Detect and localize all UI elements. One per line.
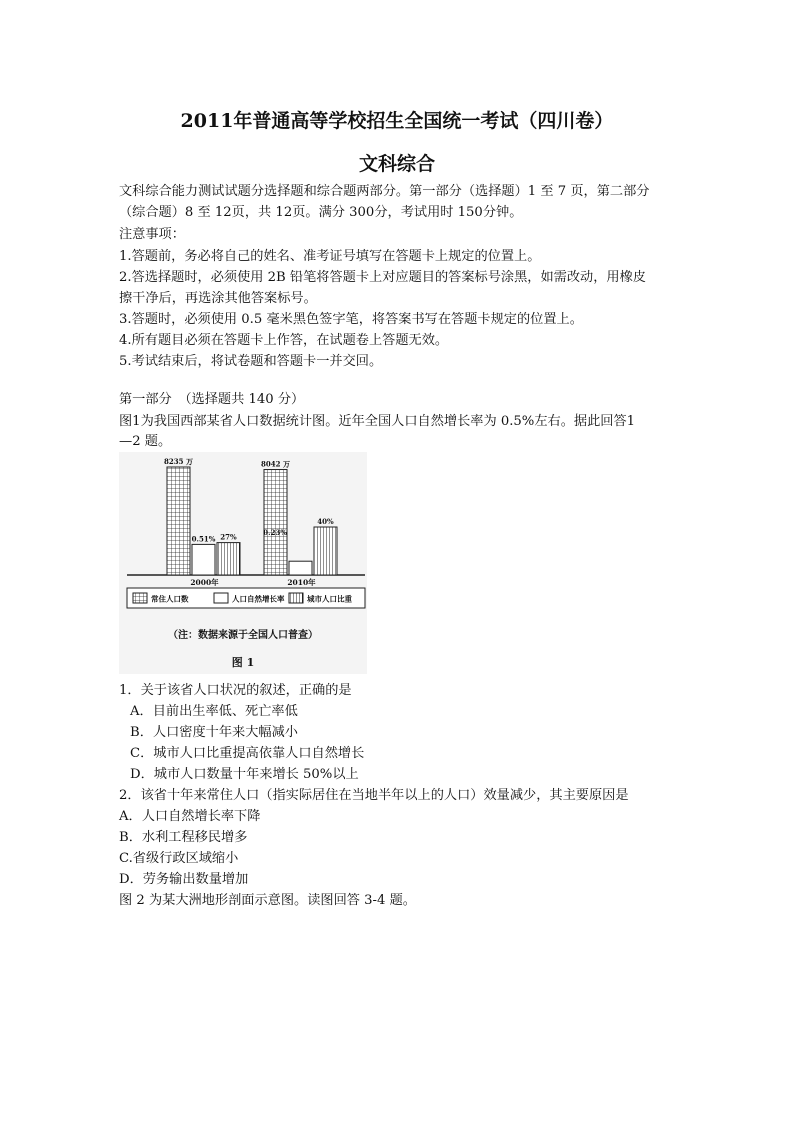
legend-swatch-1 (133, 593, 147, 603)
notes-title: 注意事项： (119, 227, 185, 242)
note-line-2: 2.答选择题时，必须使用 2B 铅笔将答题卡上对应题目的答案标号涂黑，如需改动，用橡皮 (119, 270, 646, 285)
legend-label-1: 常住人口数 (151, 594, 189, 604)
urban-share-bar-2 (314, 527, 337, 575)
intro-line-1: 文科综合能力测试试题分选择题和综合题两部分。第一部分（选择题）1 至 7 页，第二部分 (119, 184, 650, 199)
growth-rate-bar-2 (289, 561, 312, 575)
note-line-1: 1.答题前，务必将自己的姓名、准考证号填写在答题卡上规定的位置上。 (119, 249, 541, 264)
question-2: 2．该省十年来常住人口（指实际居住在当地半年以上的人口）效量减少，其主要原因是 (119, 788, 629, 803)
population-bar-1 (167, 467, 190, 575)
figure-caption: 图 1 (231, 656, 255, 669)
urban-share-bar-1 (217, 543, 240, 575)
legend-swatch-3 (289, 593, 303, 603)
note-line-4: 3.答题时，必须使用 0.5 毫米黑色签字笔，将答案书写在答题卡规定的位置上。 (119, 312, 583, 327)
x-tick-label-1: 2000年 (190, 578, 219, 587)
growth-rate-value-label-2: 0.23% (263, 528, 287, 537)
intro-line-2: （综合题）8 至 12页，共 12页。满分 300分，考试用时 150分钟。 (119, 205, 523, 220)
legend-label-3: 城市人口比重 (307, 594, 352, 604)
urban-share-value-label-1: 27% (220, 532, 237, 542)
chart-note: （注：数据来源于全国人口普查） (168, 630, 318, 641)
figure-1-chart (119, 452, 367, 674)
note-line-3: 擦干净后，再选涂其他答案标号。 (119, 291, 317, 306)
figure1-intro-line-2: —2 题。 (119, 434, 172, 449)
note-line-6: 5.考试结束后，将试卷题和答题卡一并交回。 (119, 354, 383, 369)
q2-option-c: C.省级行政区域缩小 (119, 851, 239, 866)
note-line-5: 4.所有题目必须在答题卡上作答，在试题卷上答题无效。 (119, 333, 449, 348)
page-subtitle: 文科综合 (358, 153, 435, 175)
growth-rate-value-label-1: 0.51% (191, 534, 216, 544)
part-one-heading: 第一部分 （选择题共 140 分） (119, 392, 305, 407)
q1-option-b: B．人口密度十年来大幅减小 (130, 725, 298, 740)
figure1-intro-line-1: 图1为我国西部某省人口数据统计图。近年全国人口自然增长率为 0.5%左右。据此回答1 (119, 414, 636, 429)
q2-option-a: A．人口自然增长率下降 (119, 809, 261, 824)
legend-swatch-2 (214, 593, 228, 603)
urban-share-value-label-2: 40% (317, 517, 334, 526)
question-1: 1．关于该省人口状况的叙述，正确的是 (119, 683, 352, 698)
chart-svg (119, 452, 367, 674)
population-value-label-1: 8235 万 (164, 457, 193, 466)
legend-label-2: 人口自然增长率 (232, 594, 285, 604)
figure2-intro: 图 2 为某大洲地形剖面示意图。读图回答 3-4 题。 (119, 893, 416, 908)
growth-rate-bar-1 (192, 544, 215, 575)
q1-option-d: D．城市人口数量十年来增长 50%以上 (130, 767, 359, 782)
page-title: 2011年普通高等学校招生全国统一考试（四川卷） (180, 110, 614, 132)
population-value-label-2: 8042 万 (261, 459, 290, 469)
x-tick-label-2: 2010年 (287, 578, 316, 587)
q2-option-d: D．劳务输出数量增加 (119, 872, 249, 887)
population-bar-2 (264, 470, 287, 575)
q1-option-a: A．目前出生率低、死亡率低 (130, 704, 298, 719)
q1-option-c: C．城市人口比重提高依靠人口自然增长 (130, 746, 365, 761)
q2-option-b: B．水利工程移民增多 (119, 830, 248, 845)
